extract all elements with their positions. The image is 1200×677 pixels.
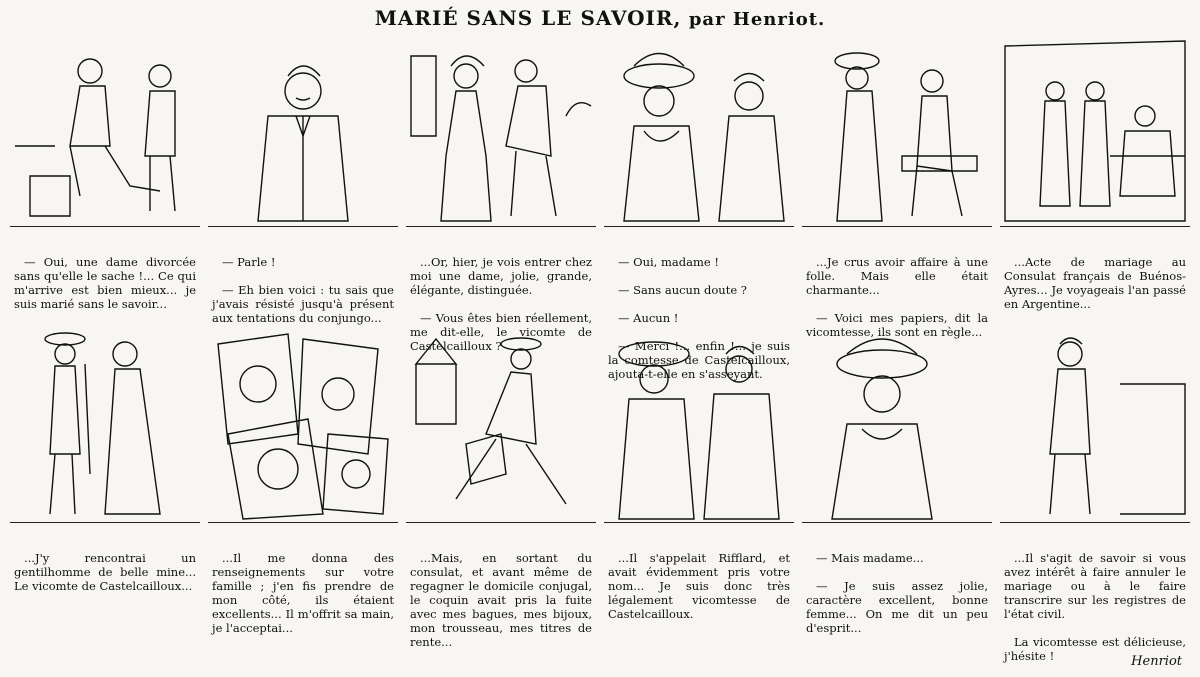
panel-6-caption	[1000, 241, 1190, 325]
panel-9-caption	[406, 537, 596, 663]
caption-line: — Merci !... enfin !... je suis la comtesse de Castelcailloux, ajouta-t-elle en s'asseyant.	[608, 339, 790, 381]
panel-7-caption	[10, 537, 200, 607]
caption-line: ...Il me donna des renseignements sur votre famille ; j'en fis prendre de mon côté, ils étaient excellents... Il m'offrit sa main, je l'acceptai...	[212, 551, 394, 635]
caption-line: ...Mais, en sortant du consulat, et avant même de regagner le domicile conjugal, le coquin avait pris la fuite avec mes bagues, mes bijoux, mon trousseau, mes titres de rente...	[410, 551, 592, 649]
panel-10	[604, 324, 794, 677]
caption-line: ...Or, hier, je vois entrer chez moi une dame, jolie, grande, élégante, distinguée.	[410, 255, 592, 297]
panel-12	[1000, 324, 1190, 677]
panel-8	[208, 324, 398, 677]
panel-9	[406, 324, 596, 677]
caption-line: La vicomtesse est délicieuse, j'hésite !	[1004, 635, 1186, 663]
caption-line: — Je suis assez jolie, caractère excellent, bonne femme... On me dit un peu d'esprit...	[806, 579, 988, 635]
panel-4-illustration	[604, 36, 794, 227]
caption-line: — Voici mes papiers, dit la vicomtesse, ils sont en règle...	[806, 311, 988, 339]
title-author: par Henriot.	[688, 9, 826, 30]
panel-7-illustration	[10, 324, 200, 523]
panel-3-illustration	[406, 36, 596, 227]
artist-signature: Henriot	[1131, 654, 1182, 669]
panel-10-caption	[604, 537, 794, 635]
caption-line: ...Il s'agit de savoir si vous avez intérêt à faire annuler le mariage ou à le faire transcrire sur les registres de l'état civil.	[1004, 551, 1186, 621]
caption-line: ...Acte de mariage au Consulat français de Buénos-Ayres... Je voyageais l'an passé en Argentine...	[1004, 255, 1186, 311]
comic-row-2	[10, 324, 1190, 677]
caption-line: — Vous êtes bien réellement, me dit-elle, le vicomte de Castelcailloux ?	[410, 311, 592, 353]
caption-line: ...Il s'appelait Rifflard, et avait évidemment pris votre nom... Je suis donc très légalement vicomtesse de Castelcailloux.	[608, 551, 790, 621]
panel-11	[802, 324, 992, 677]
caption-line: — Oui, madame !	[618, 255, 719, 269]
panel-5-illustration	[802, 36, 992, 227]
caption-line: ...J'y rencontrai un gentilhomme de belle mine... Le vicomte de Castelcailloux...	[14, 551, 196, 593]
panel-11-illustration	[802, 324, 992, 523]
panel-2-illustration	[208, 36, 398, 227]
title-main: MARIÉ SANS LE SAVOIR,	[374, 6, 682, 30]
panel-6-illustration	[1000, 36, 1190, 227]
panel-10-illustration	[604, 324, 794, 523]
caption-line: — Parle !	[222, 255, 276, 269]
panel-7	[10, 324, 200, 677]
caption-line: — Aucun !	[618, 311, 679, 325]
caption-line: — Eh bien voici : tu sais que j'avais résisté jusqu'à présent aux tentations du conjungo...	[212, 283, 394, 325]
panel-11-caption	[802, 537, 992, 649]
panel-8-illustration	[208, 324, 398, 523]
panel-9-illustration	[406, 324, 596, 523]
caption-line: — Mais madame...	[816, 551, 924, 565]
panel-8-caption	[208, 537, 398, 649]
page-title	[0, 6, 1200, 30]
caption-line: ...Je crus avoir affaire à une folle. Mais elle était charmante...	[806, 255, 988, 297]
panel-1-caption	[10, 241, 200, 325]
panel-1-illustration	[10, 36, 200, 227]
caption-line: — Oui, une dame divorcée sans qu'elle le sache !... Ce qui m'arrive est bien mieux... je suis marié sans le savoir...	[14, 255, 196, 311]
caption-line: — Sans aucun doute ?	[618, 283, 747, 297]
